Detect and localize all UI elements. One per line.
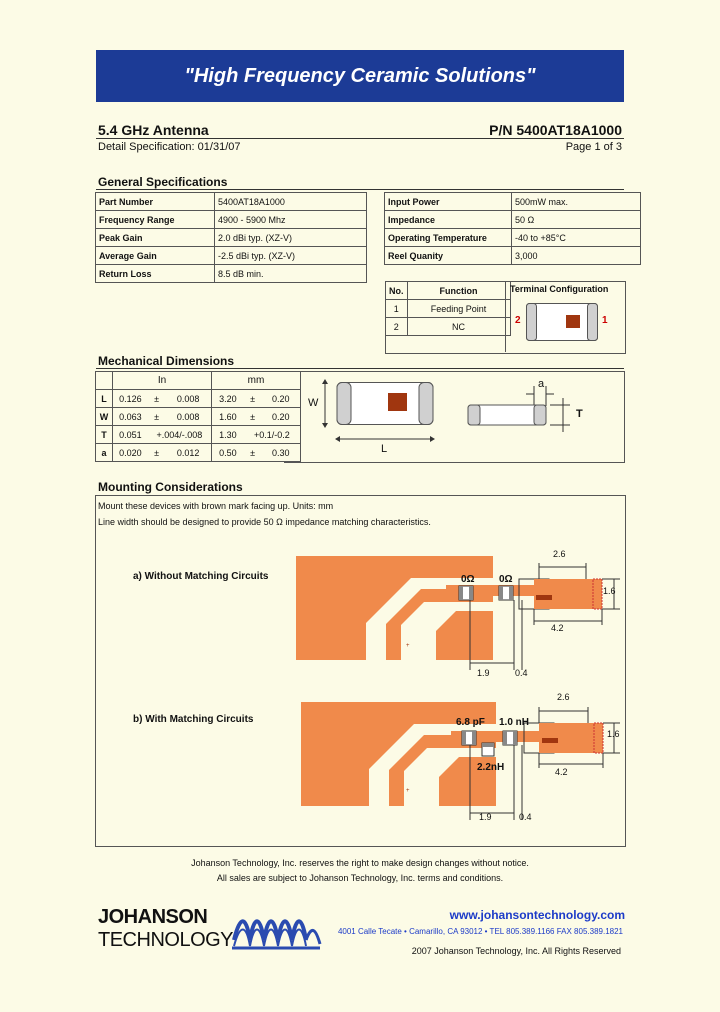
mm-tolerance: 0.20 bbox=[262, 390, 301, 408]
in-pm: ± bbox=[148, 408, 165, 426]
mounting-title: Mounting Considerations bbox=[98, 480, 243, 494]
table-header bbox=[96, 372, 301, 390]
table-row bbox=[385, 229, 641, 247]
case-b-comp-2: 1.0 nH bbox=[499, 717, 530, 728]
mm-nominal: 0.50 bbox=[212, 444, 244, 462]
col-function: Function bbox=[407, 282, 510, 300]
spec-label: Peak Gain bbox=[96, 229, 215, 247]
case-b-comp-3: 2.2nH bbox=[477, 762, 505, 773]
table-header bbox=[386, 282, 511, 300]
page-number: Page 1 of 3 bbox=[565, 141, 622, 153]
in-nominal: 0.126 bbox=[113, 390, 148, 408]
logo-waves-icon bbox=[232, 910, 322, 950]
row-function: Feeding Point bbox=[407, 300, 510, 318]
case-b-dim-26: 2.6 bbox=[557, 692, 570, 702]
case-b-dim-16: 1.6 bbox=[607, 729, 620, 739]
case-a-dim-26: 2.6 bbox=[553, 549, 566, 559]
mm-tolerance: 0.30 bbox=[262, 444, 301, 462]
case-a-comp-2: 0Ω bbox=[499, 574, 513, 585]
chip-side-view bbox=[460, 376, 590, 436]
case-a-dim-16: 1.6 bbox=[603, 586, 616, 596]
col-blank bbox=[96, 372, 113, 390]
row-function: NC bbox=[407, 318, 510, 336]
spec-label: Reel Quanity bbox=[385, 247, 512, 265]
function-table bbox=[385, 281, 511, 336]
spec-value: 4900 - 5900 Mhz bbox=[215, 211, 367, 229]
terminal-label-1: 1 bbox=[602, 315, 608, 326]
in-pm: ± bbox=[148, 444, 165, 462]
general-specs-title: General Specifications bbox=[98, 175, 228, 189]
logo-technology: TECHNOLOGY bbox=[98, 929, 234, 951]
header-divider bbox=[96, 138, 624, 139]
terminal-label-2: 2 bbox=[515, 315, 521, 326]
in-nominal: 0.063 bbox=[113, 408, 148, 426]
footer-notice-1: Johanson Technology, Inc. reserves the right to make design changes without notice. bbox=[191, 858, 529, 868]
case-a-dim-42: 4.2 bbox=[551, 623, 564, 633]
row-no: 2 bbox=[386, 318, 408, 336]
spec-value: -40 to +85°C bbox=[512, 229, 641, 247]
chip-top-view bbox=[315, 376, 445, 456]
table-row bbox=[96, 426, 301, 444]
svg-text:+: + bbox=[406, 643, 410, 649]
in-tolerance: 0.008 bbox=[165, 408, 211, 426]
terminal-config-header: Terminal Configuration bbox=[510, 284, 609, 294]
mm-tolerance: +0.1/-0.2 bbox=[244, 426, 301, 444]
case-b-dim-19: 1.9 bbox=[479, 812, 492, 822]
table-row bbox=[96, 229, 367, 247]
spec-value: 500mW max. bbox=[512, 193, 641, 211]
col-in: In bbox=[113, 372, 212, 390]
svg-text:+: + bbox=[406, 788, 410, 794]
case-b-label: b) With Matching Circuits bbox=[133, 714, 254, 725]
spec-label: Input Power bbox=[385, 193, 512, 211]
table-row bbox=[96, 193, 367, 211]
dim-label: a bbox=[96, 444, 113, 462]
table-row bbox=[386, 300, 511, 318]
spec-value: 2.0 dBi typ. (XZ-V) bbox=[215, 229, 367, 247]
in-nominal: 0.051 bbox=[113, 426, 148, 444]
case-a-label: a) Without Matching Circuits bbox=[133, 571, 269, 582]
spec-value: -2.5 dBi typ. (XZ-V) bbox=[215, 247, 367, 265]
logo-johanson: JOHANSON bbox=[98, 906, 208, 928]
table-row bbox=[386, 318, 511, 336]
spec-date: Detail Specification: 01/31/07 bbox=[98, 141, 241, 153]
mm-nominal: 3.20 bbox=[212, 390, 244, 408]
mm-pm: ± bbox=[244, 444, 262, 462]
case-a-dim-04: 0.4 bbox=[515, 668, 528, 678]
col-no: No. bbox=[386, 282, 408, 300]
in-nominal: 0.020 bbox=[113, 444, 148, 462]
in-tolerance: +.004/-.008 bbox=[148, 426, 212, 444]
spec-label: Part Number bbox=[96, 193, 215, 211]
table-row bbox=[96, 211, 367, 229]
terminal-chip-diagram bbox=[526, 303, 598, 341]
general-divider bbox=[96, 189, 624, 190]
in-pm: ± bbox=[148, 390, 165, 408]
table-row bbox=[385, 211, 641, 229]
dim-w-label: W bbox=[308, 397, 319, 409]
dim-label: W bbox=[96, 408, 113, 426]
table-row bbox=[96, 265, 367, 283]
layout-b-drawing bbox=[296, 688, 626, 828]
mounting-line-2: Line width should be designed to provide 50 Ω impedance matching characteristics. bbox=[98, 517, 431, 527]
mm-nominal: 1.30 bbox=[212, 426, 244, 444]
table-row bbox=[96, 408, 301, 426]
dim-l-label: L bbox=[381, 443, 388, 455]
table-row bbox=[96, 247, 367, 265]
part-number: P/N 5400AT18A1000 bbox=[489, 122, 622, 138]
mm-nominal: 1.60 bbox=[212, 408, 244, 426]
case-b-dim-42: 4.2 bbox=[555, 767, 568, 777]
spec-label: Return Loss bbox=[96, 265, 215, 283]
spec-value: 50 Ω bbox=[512, 211, 641, 229]
banner-title: "High Frequency Ceramic Solutions" bbox=[96, 50, 624, 102]
footer-notice-2: All sales are subject to Johanson Technology, Inc. terms and conditions. bbox=[216, 873, 504, 883]
dim-label: T bbox=[96, 426, 113, 444]
case-b-dim-04: 0.4 bbox=[519, 812, 532, 822]
terminal-divider bbox=[505, 281, 506, 352]
spec-label: Average Gain bbox=[96, 247, 215, 265]
spec-value: 8.5 dB min. bbox=[215, 265, 367, 283]
website-link[interactable]: www.johansontechnology.com bbox=[449, 908, 625, 922]
table-row bbox=[385, 247, 641, 265]
mechanical-divider bbox=[96, 368, 624, 369]
input-specs-table bbox=[384, 192, 641, 265]
table-row bbox=[96, 390, 301, 408]
case-a-comp-1: 0Ω bbox=[461, 574, 475, 585]
dim-label: L bbox=[96, 390, 113, 408]
spec-label: Impedance bbox=[385, 211, 512, 229]
spec-label: Frequency Range bbox=[96, 211, 215, 229]
table-row bbox=[96, 444, 301, 462]
spec-value: 5400AT18A1000 bbox=[215, 193, 367, 211]
mm-pm: ± bbox=[244, 390, 262, 408]
table-row bbox=[385, 193, 641, 211]
dim-a-label: a bbox=[538, 378, 545, 390]
row-no: 1 bbox=[386, 300, 408, 318]
company-address: 4001 Calle Tecate • Camarillo, CA 93012 • TEL 805.389.1166 FAX 805.389.1821 bbox=[337, 927, 623, 936]
copyright: 2007 Johanson Technology, Inc. All Rights Reserved bbox=[411, 946, 621, 956]
mechanical-title: Mechanical Dimensions bbox=[98, 354, 235, 368]
mounting-line-1: Mount these devices with brown mark facing up. Units: mm bbox=[98, 501, 334, 511]
spec-label: Operating Temperature bbox=[385, 229, 512, 247]
spec-value: 3,000 bbox=[512, 247, 641, 265]
general-specs-table bbox=[95, 192, 367, 283]
mm-pm: ± bbox=[244, 408, 262, 426]
dim-t-label: T bbox=[576, 408, 583, 420]
mm-tolerance: 0.20 bbox=[262, 408, 301, 426]
product-title: 5.4 GHz Antenna bbox=[98, 122, 209, 138]
case-a-dim-19: 1.9 bbox=[477, 668, 490, 678]
mechanical-table bbox=[95, 371, 301, 462]
in-tolerance: 0.012 bbox=[165, 444, 211, 462]
case-b-comp-1: 6.8 pF bbox=[456, 717, 485, 728]
col-mm: mm bbox=[212, 372, 301, 390]
layout-a-drawing bbox=[296, 545, 626, 685]
in-tolerance: 0.008 bbox=[165, 390, 211, 408]
